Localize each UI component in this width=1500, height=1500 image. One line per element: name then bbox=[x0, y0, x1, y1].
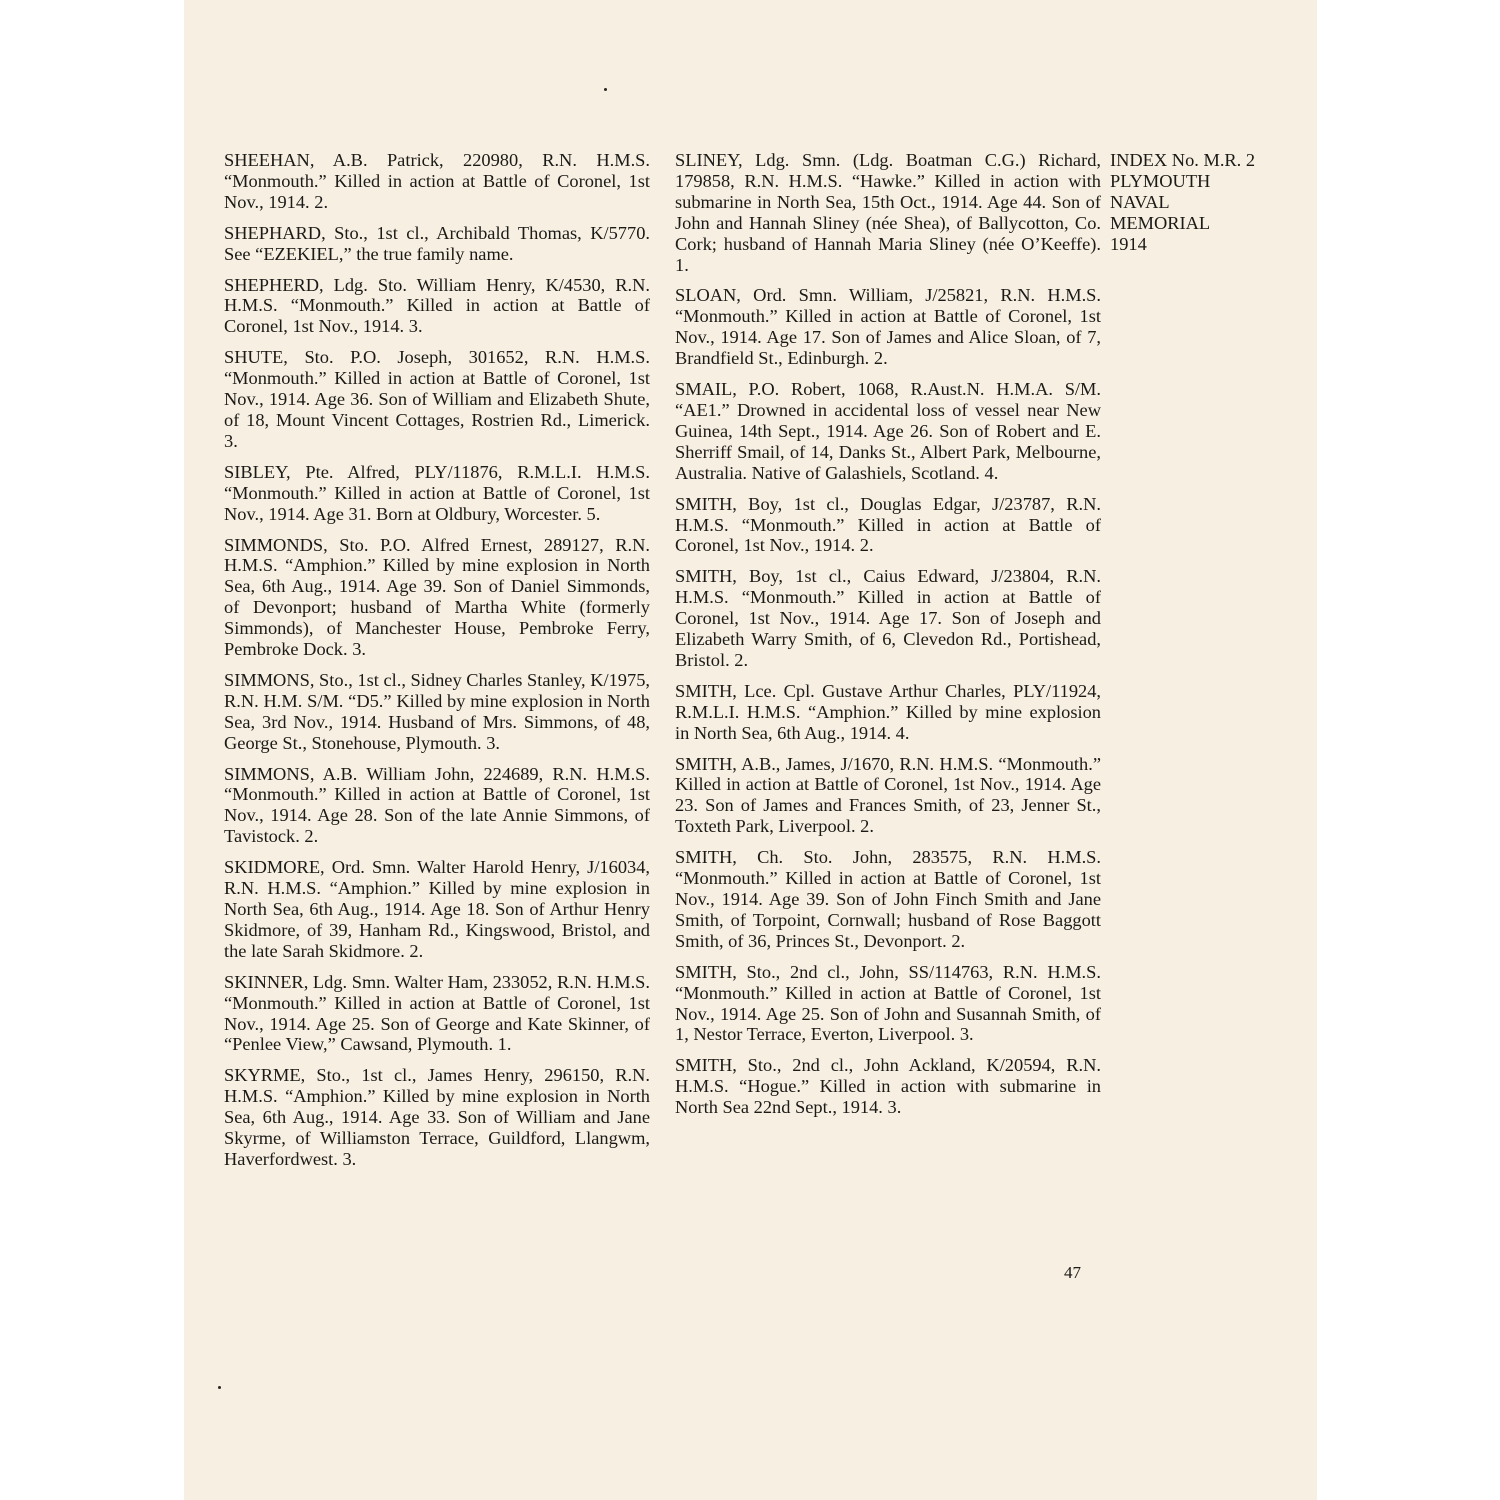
entry-skidmore: SKIDMORE, Ord. Smn. Walter Harold Henry, J/16034, R.N. H.M.S. “Amphion.” Killed by mine explosion in North Sea, 6th Aug., 1914. Age 18. Son of Arthur Henry Skidmore, of 39, Hanham Rd., Kingswood, Bristol, and the late Sarah Skidmore. 2. bbox=[224, 857, 650, 961]
paper-speck bbox=[218, 1386, 221, 1389]
entry-simmons-william: SIMMONS, A.B. William John, 224689, R.N. H.M.S. “Monmouth.” Killed in action at Battle of Coronel, 1st Nov., 1914. Age 28. Son of the late Annie Simmons, of Tavistock. 2. bbox=[224, 763, 650, 847]
entry-smith-caius: SMITH, Boy, 1st cl., Caius Edward, J/23804, R.N. H.M.S. “Monmouth.” Killed in action at Battle of Coronel, 1st Nov., 1914. Age 17. Son of Joseph and Elizabeth Warry Smith, of 6, Clevedon Rd., Portishead, Bristol. 2. bbox=[675, 566, 1101, 670]
index-memorial: MEMORIAL bbox=[1110, 212, 1211, 233]
entry-smail: SMAIL, P.O. Robert, 1068, R.Aust.N. H.M.A. S/M. “AE1.” Drowned in accidental loss of vessel near New Guinea, 14th Sept., 1914. Age 26. Son of Robert and E. Sherriff Smail, of 14, Danks St., Albert Park, Melbourne, Australia. Native of Galashiels, Scotland. 4. bbox=[675, 379, 1101, 483]
entry-skinner: SKINNER, Ldg. Smn. Walter Ham, 233052, R.N. H.M.S. “Monmouth.” Killed in action at Battle of Coronel, 1st Nov., 1914. Age 25. Son of George and Kate Skinner, of “Penlee View,” Cawsand, Plymouth. 1. bbox=[224, 971, 650, 1055]
entry-shute: SHUTE, Sto. P.O. Joseph, 301652, R.N. H.M.S. “Monmouth.” Killed in action at Battle of Coronel, 1st Nov., 1914. Age 36. Son of William and Elizabeth Shute, of 18, Mount Vincent Cottages, Rostrien Rd., Limerick. 3. bbox=[224, 347, 650, 451]
index-location: PLYMOUTH bbox=[1110, 170, 1211, 191]
left-column bbox=[224, 150, 650, 1180]
entry-simmons-sidney: SIMMONS, Sto., 1st cl., Sidney Charles Stanley, K/1975, R.N. H.M. S/M. “D5.” Killed by mine explosion in North Sea, 3rd Nov., 1914. Husband of Mrs. Simmons, of 48, George St., Stonehouse, Plymouth. 3. bbox=[224, 669, 650, 753]
entry-skyrme: SKYRME, Sto., 1st cl., James Henry, 296150, R.N. H.M.S. “Amphion.” Killed by mine explosion in North Sea, 6th Aug., 1914. Age 33. Son of William and Jane Skyrme, of Williamston Terrace, Guildford, Llangwm, Haverfordwest. 3. bbox=[224, 1065, 650, 1169]
entry-smith-james: SMITH, A.B., James, J/1670, R.N. H.M.S. “Monmouth.” Killed in action at Battle of Coronel, 1st Nov., 1914. Age 23. Son of James and Frances Smith, of 23, Jenner St., Toxteth Park, Liverpool. 2. bbox=[675, 753, 1101, 837]
index-number: INDEX No. M.R. 2 bbox=[1110, 150, 1256, 170]
document-page bbox=[184, 0, 1317, 1500]
entry-smith-douglas: SMITH, Boy, 1st cl., Douglas Edgar, J/23787, R.N. H.M.S. “Monmouth.” Killed in action at Battle of Coronel, 1st Nov., 1914. 2. bbox=[675, 493, 1101, 556]
page-number: 47 bbox=[1064, 1263, 1081, 1282]
entry-shepherd: SHEPHERD, Ldg. Sto. William Henry, K/4530, R.N. H.M.S. “Monmouth.” Killed in action at Battle of Coronel, 1st Nov., 1914. 3. bbox=[224, 274, 650, 337]
index-naval: NAVAL bbox=[1110, 191, 1170, 212]
entry-smith-john-sto: SMITH, Sto., 2nd cl., John, SS/114763, R.N. H.M.S. “Monmouth.” Killed in action at Battle of Coronel, 1st Nov., 1914. Age 25. Son of John and Susannah Smith, of 1, Nestor Terrace, Everton, Liverpool. 3. bbox=[675, 961, 1101, 1045]
entry-sloan: SLOAN, Ord. Smn. William, J/25821, R.N. H.M.S. “Monmouth.” Killed in action at Battle of Coronel, 1st Nov., 1914. Age 17. Son of James and Alice Sloan, of 7, Brandfield St., Edinburgh. 2. bbox=[675, 285, 1101, 369]
entry-shephard: SHEPHARD, Sto., 1st cl., Archibald Thomas, K/5770. See “EZEKIEL,” the true family name. bbox=[224, 222, 650, 264]
entry-sibley: SIBLEY, Pte. Alfred, PLY/11876, R.M.L.I. H.M.S. “Monmouth.” Killed in action at Battle of Coronel, 1st Nov., 1914. Age 31. Born at Oldbury, Worcester. 5. bbox=[224, 461, 650, 524]
entry-smith-john-ch-sto: SMITH, Ch. Sto. John, 283575, R.N. H.M.S. “Monmouth.” Killed in action at Battle of Coronel, 1st Nov., 1914. Age 39. Son of John Finch Smith and Jane Smith, of Torpoint, Cornwall; husband of Rose Baggott Smith, of 36, Princes St., Devonport. 2. bbox=[675, 847, 1101, 951]
entry-sheehan: SHEEHAN, A.B. Patrick, 220980, R.N. H.M.S. “Monmouth.” Killed in action at Battle of Coronel, 1st Nov., 1914. 2. bbox=[224, 150, 650, 212]
entry-smith-gustave: SMITH, Lce. Cpl. Gustave Arthur Charles, PLY/11924, R.M.L.I. H.M.S. “Amphion.” Killed by mine explosion in North Sea, 6th Aug., 1914. 4. bbox=[675, 680, 1101, 743]
paper-speck bbox=[604, 88, 607, 91]
index-heading bbox=[1110, 150, 1310, 255]
index-year: 1914 bbox=[1110, 233, 1147, 254]
entry-simmonds: SIMMONDS, Sto. P.O. Alfred Ernest, 289127, R.N. H.M.S. “Amphion.” Killed by mine explosion in North Sea, 6th Aug., 1914. Age 39. Son of Daniel Simmonds, of Devonport; husband of Martha White (formerly Simmonds), of Manchester House, Pembroke Ferry, Pembroke Dock. 3. bbox=[224, 534, 650, 660]
entry-smith-john-ackland: SMITH, Sto., 2nd cl., John Ackland, K/20594, R.N. H.M.S. “Hogue.” Killed in action with submarine in North Sea 22nd Sept., 1914. 3. bbox=[675, 1055, 1101, 1118]
entry-sliney: SLINEY, Ldg. Smn. (Ldg. Boatman C.G.) Richard, 179858, R.N. H.M.S. “Hawke.” Killed in action with submarine in North Sea, 15th Oct., 1914. Age 44. Son of John and Hannah Sliney (née Shea), of Ballycotton, Co. Cork; husband of Hannah Maria Sliney (née O’Keeffe). 1. bbox=[675, 150, 1101, 275]
right-column bbox=[675, 150, 1101, 1128]
